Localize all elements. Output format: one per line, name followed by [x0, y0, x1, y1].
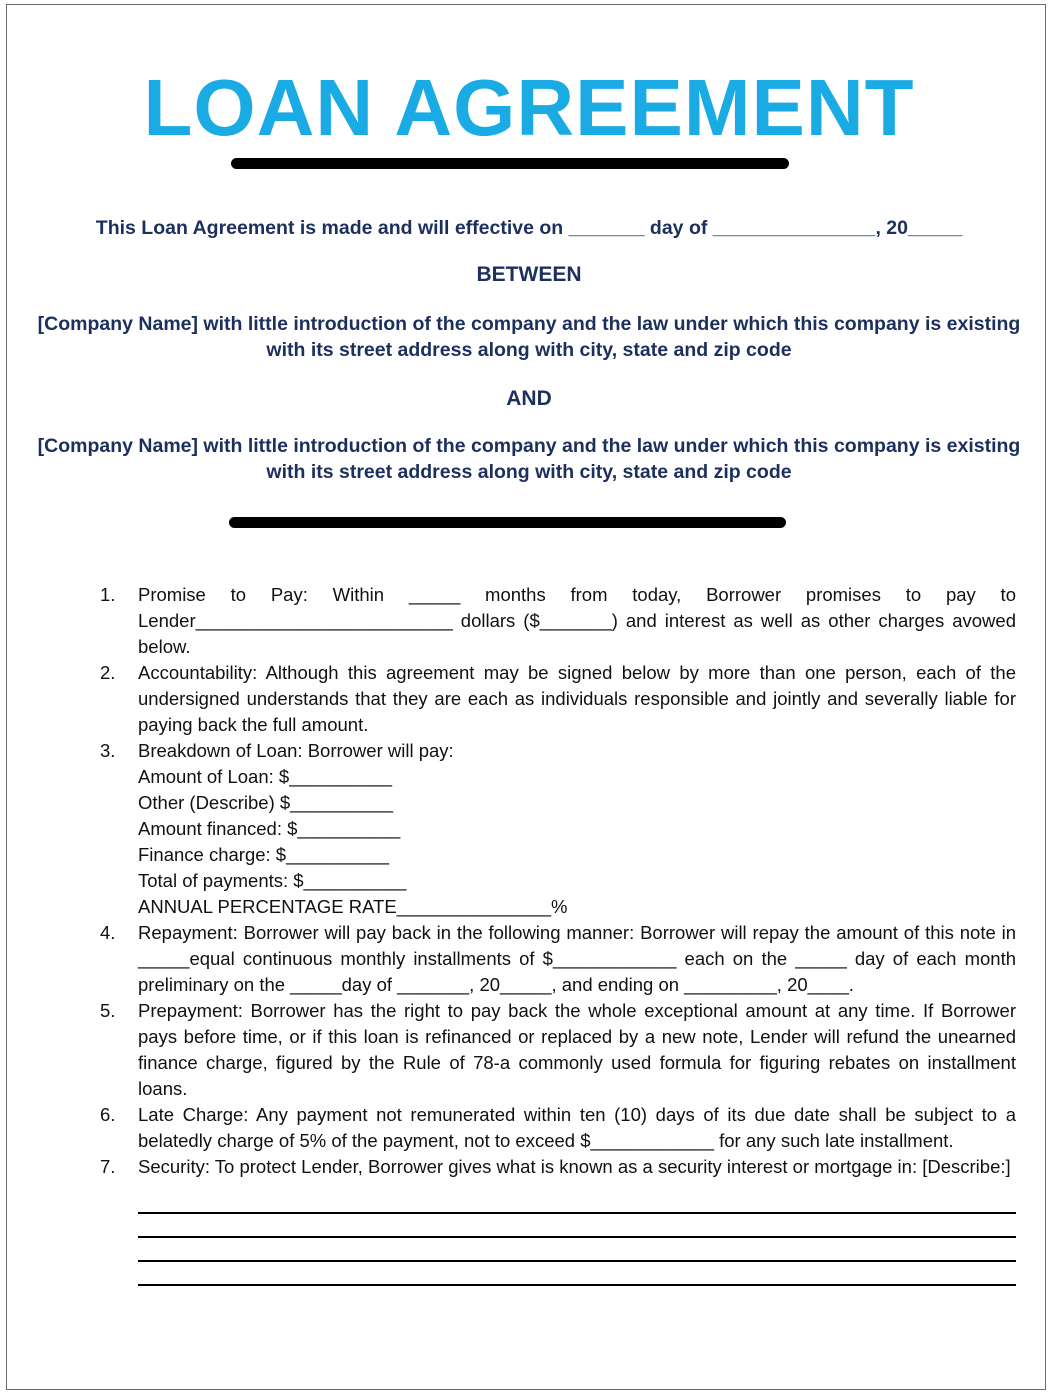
section-divider — [229, 517, 786, 528]
clause-text: Security: To protect Lender, Borrower gives what is known as a security interest or mortgage in: [Describe:] — [138, 1156, 1011, 1177]
title-divider — [231, 158, 789, 169]
clause-number: 1. — [100, 584, 116, 605]
blank-line — [138, 1236, 1016, 1262]
between-heading: BETWEEN — [476, 263, 582, 286]
document-title: LOAN AGREEMENT — [143, 63, 915, 152]
clause-text: Prepayment: Borrower has the right to pay back the whole exceptional amount at any time. If Borrower pays before time, or if this loan is refinanced or replaced by a new note, Lender will refund the unearned finance charge, figured by the Rule of 78-a commonly used formula for figuring rebates on installment loans. — [138, 1000, 1016, 1099]
security-description-lines — [138, 1188, 1016, 1286]
party-one-description: [Company Name] with little introduction of the company and the law under which this company is existing with its street address along with city, state and zip code — [37, 313, 1021, 361]
total-of-payments-line: Total of payments: $__________ — [138, 870, 407, 891]
clause-security — [100, 1154, 1016, 1286]
clause-number: 3. — [100, 740, 116, 761]
clause-number: 4. — [100, 922, 116, 943]
blank-line — [138, 1212, 1016, 1238]
clause-text: Breakdown of Loan: Borrower will pay: — [138, 740, 454, 761]
party-two-description: [Company Name] with little introduction of the company and the law under which this company is existing with its street address along with city, state and zip code — [37, 435, 1021, 483]
clause-prepayment — [100, 998, 1016, 1102]
other-describe-line: Other (Describe) $__________ — [138, 792, 394, 813]
blank-line — [138, 1260, 1016, 1286]
clause-list — [100, 582, 1016, 1286]
clause-number: 6. — [100, 1104, 116, 1125]
clause-repayment — [100, 920, 1016, 998]
clause-number: 7. — [100, 1156, 116, 1177]
annual-percentage-rate-line: ANNUAL PERCENTAGE RATE_______________% — [138, 896, 568, 917]
clause-text: Late Charge: Any payment not remunerated within ten (10) days of its due date shall be subject to a belatedly charge of 5% of the payment, not to exceed $____________ for any such late installment. — [138, 1104, 1016, 1151]
clause-late-charge — [100, 1102, 1016, 1154]
blank-line — [138, 1188, 1016, 1214]
clause-number: 5. — [100, 1000, 116, 1021]
clause-text: Accountability: Although this agreement may be signed below by more than one person, each of the undersigned understands that they are each as individuals responsible and jointly and severally liable for paying back the full amount. — [138, 662, 1016, 735]
clause-text: Repayment: Borrower will pay back in the following manner: Borrower will repay the amount of this note in _____equal continuous monthly installments of $____________ each on the _____ day of each month preliminary on the _____day of _______, 20_____, and ending on _________, 20____. — [138, 922, 1016, 995]
amount-financed-line: Amount financed: $__________ — [138, 818, 401, 839]
finance-charge-line: Finance charge: $__________ — [138, 844, 389, 865]
clause-accountability — [100, 660, 1016, 738]
clause-promise-to-pay — [100, 582, 1016, 660]
clause-number: 2. — [100, 662, 116, 683]
effective-date-line: This Loan Agreement is made and will effective on _______ day of _______________, 20_____ — [95, 217, 963, 239]
clause-text: Promise to Pay: Within _____ months from today, Borrower promises to pay to Lender_________________________ dollars ($_______) and interest as well as other charges avowed below. — [138, 584, 1016, 657]
and-heading: AND — [506, 387, 552, 410]
amount-of-loan-line: Amount of Loan: $__________ — [138, 766, 393, 787]
clause-breakdown-of-loan — [100, 738, 1016, 920]
